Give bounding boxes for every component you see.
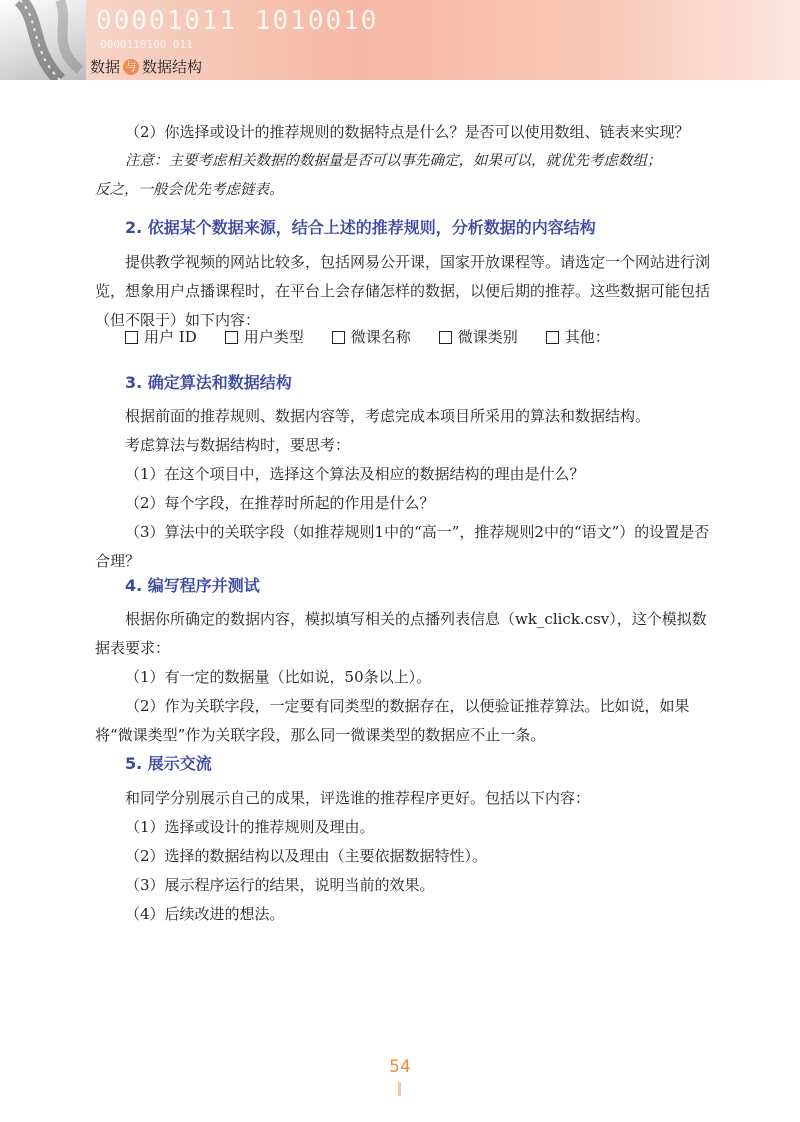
question-2: （2）你选择或设计的推荐规则的数据特点是什么？是否可以使用数组、链表来实现？ — [125, 123, 690, 141]
and-badge: 与 — [123, 59, 139, 75]
section-5-item-4: （4）后续改进的想法。 — [125, 905, 285, 923]
checkbox-course-category[interactable] — [439, 323, 518, 352]
checkbox-icon[interactable] — [332, 331, 345, 344]
checkbox-icon[interactable] — [546, 331, 559, 344]
checkbox-icon[interactable] — [439, 331, 452, 344]
section-heading-3: 3. 确定算法和数据结构 — [125, 373, 292, 392]
note-line-1: 注意：主要考虑相关数据的数据量是否可以事先确定，如果可以，就优先考虑数组； — [125, 153, 662, 169]
section-heading-2: 2. 依据某个数据来源，结合上述的推荐规则，分析数据的内容结构 — [125, 218, 596, 237]
note-line-2: 反之，一般会优先考虑链表。 — [95, 182, 284, 198]
checkbox-label: 微课名称 — [350, 328, 411, 346]
book-title-left: 数据 — [90, 58, 121, 76]
section-4-item-1: （1）有一定的数据量（比如说，50条以上）。 — [125, 668, 432, 686]
binary-decoration-small: 0000110100 011 — [100, 38, 193, 51]
checkbox-user-id[interactable] — [125, 323, 197, 352]
book-title-right: 数据结构 — [142, 58, 203, 76]
section-3-line-2: 考虑算法与数据结构时，要思考： — [125, 436, 351, 454]
section-3-item-2: （2）每个字段，在推荐时所起的作用是什么？ — [125, 494, 435, 512]
section-4-item-2: （2）作为关联字段，一定要有同类型的数据存在，以便验证推荐算法。比如说，如果将“微课类型”作为关联字段，那么同一微课类型的数据应不止一条。 — [95, 697, 690, 744]
section-3-item-1: （1）在这个项目中，选择这个算法及相应的数据结构的理由是什么？ — [125, 465, 585, 483]
checkbox-label: 微课类别 — [457, 328, 518, 346]
page-number: 54 — [389, 1057, 411, 1077]
film-reel-icon — [0, 0, 86, 80]
section-2-paragraph: 提供教学视频的网站比较多，包括网易公开课，国家开放课程等。请选定一个网站进行浏览，想象用户点播课程时，在平台上会存储怎样的数据，以便后期的推荐。这些数据可能包括（但不限于）如下内容： — [95, 253, 711, 329]
page-header — [0, 0, 800, 80]
checkbox-user-type[interactable] — [225, 323, 304, 352]
checkbox-label: 用户 ID — [144, 328, 197, 346]
section-4-paragraph: 根据你所确定的数据内容，模拟填写相关的点播列表信息（wk_click.csv），这个模拟数据表要求： — [95, 610, 707, 657]
binary-decoration: 00001011 1010010 — [96, 6, 379, 36]
section-3-item-3: （3）算法中的关联字段（如推荐规则1中的“高一”，推荐规则2中的“语文”）的设置是否合理？ — [95, 523, 710, 570]
checkbox-icon[interactable] — [125, 331, 138, 344]
book-title — [90, 56, 202, 77]
checkbox-other[interactable] — [546, 323, 610, 352]
section-5-item-1: （1）选择或设计的推荐规则及理由。 — [125, 818, 375, 836]
section-3-line-1: 根据前面的推荐规则、数据内容等，考虑完成本项目所采用的算法和数据结构。 — [125, 407, 651, 425]
page-number-tick — [398, 1082, 401, 1096]
section-5-item-2: （2）选择的数据结构以及理由（主要依据数据特性）。 — [125, 847, 488, 865]
section-heading-4: 4. 编写程序并测试 — [125, 576, 260, 595]
checkbox-icon[interactable] — [225, 331, 238, 344]
checkbox-label: 用户类型 — [243, 328, 304, 346]
checkbox-course-name[interactable] — [332, 323, 411, 352]
checkbox-list — [125, 323, 638, 352]
section-5-line-1: 和同学分别展示自己的成果，评选谁的推荐程序更好。包括以下内容： — [125, 789, 591, 807]
film-strip-decoration — [0, 0, 86, 80]
section-heading-5: 5. 展示交流 — [125, 754, 212, 773]
checkbox-label: 其他： — [564, 328, 610, 346]
section-5-item-3: （3）展示程序运行的结果，说明当前的效果。 — [125, 876, 435, 894]
